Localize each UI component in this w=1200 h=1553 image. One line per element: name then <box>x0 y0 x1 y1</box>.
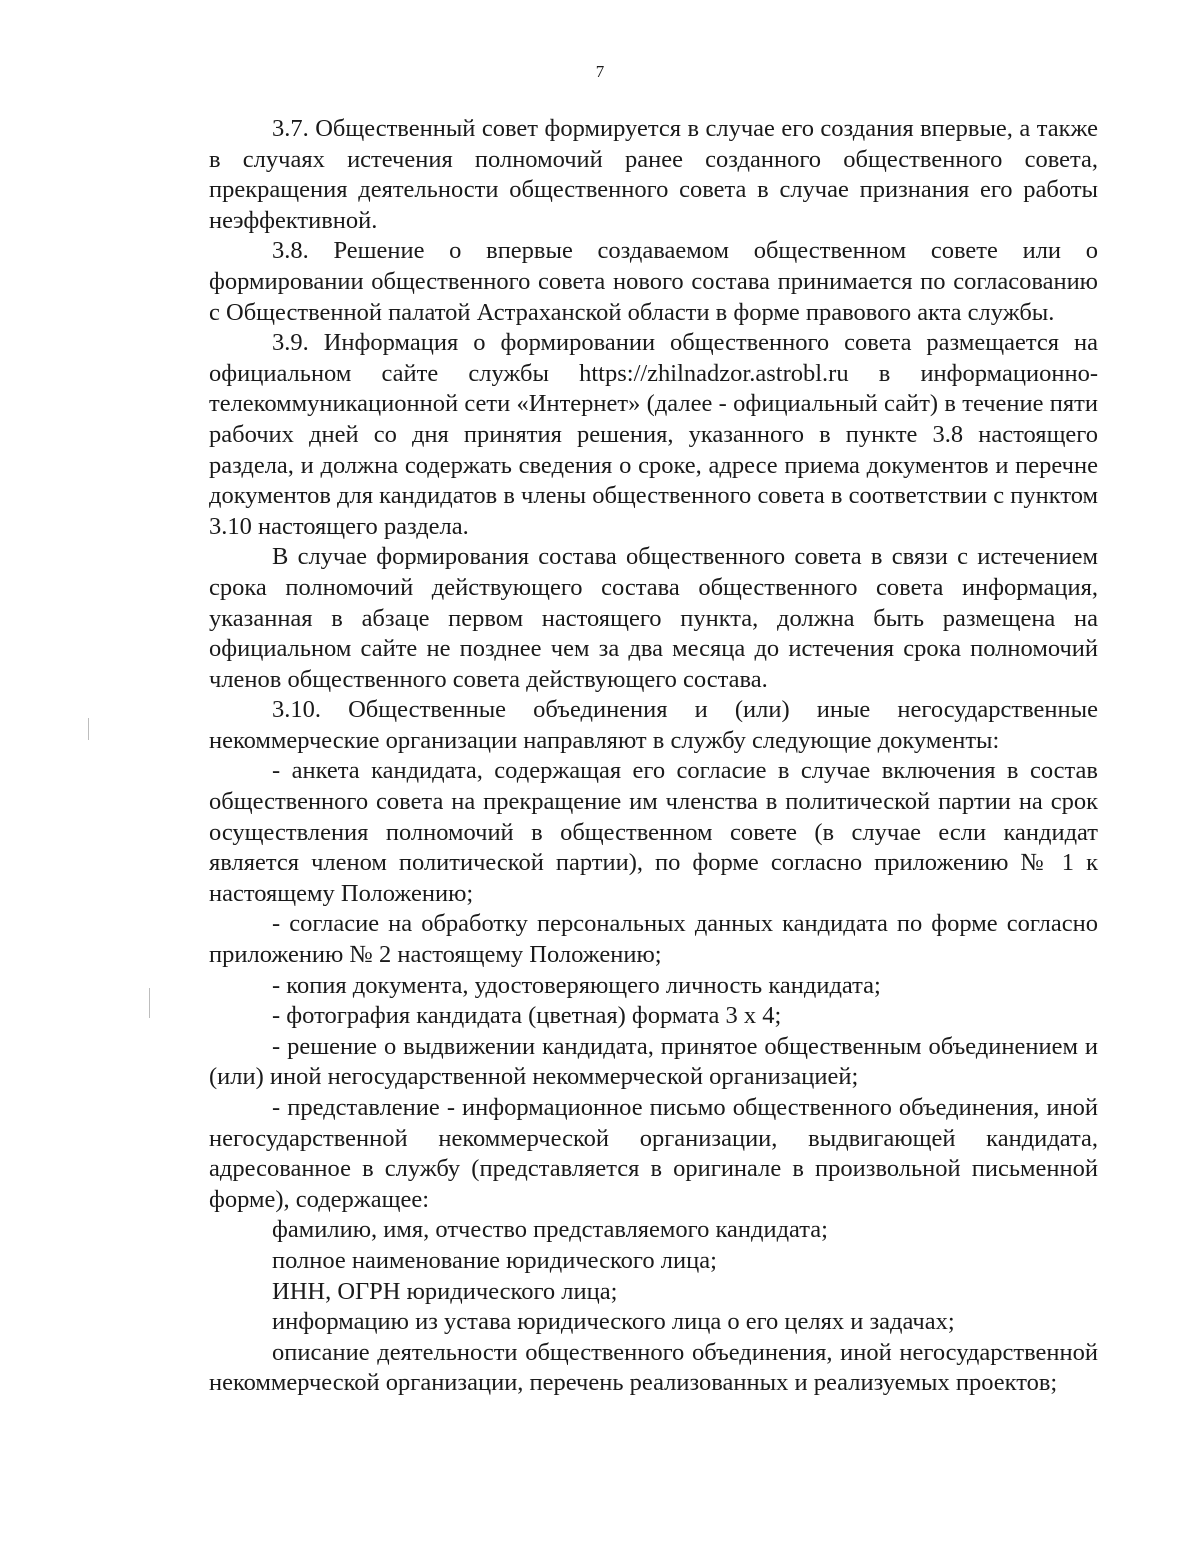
list-item-photo: - фотография кандидата (цветная) формата 3 х 4; <box>272 1002 782 1030</box>
paragraph-3-9-second: В случае формирования состава общественного совета в связи с истечением срока полномочий действующего состава общественного совета информация, указанная в абзаце первом настоящего пункта, должна быть размещена на официальном сайте не позднее чем за два месяца до истечения срока полномочий членов общественного совета действующего состава. <box>209 543 1098 693</box>
letter-content-charter-info: информацию из устава юридического лица о его целях и задачах; <box>272 1308 955 1336</box>
letter-content-inn-ogrn: ИНН, ОГРН юридического лица; <box>272 1277 618 1305</box>
list-item-nomination-decision: - решение о выдвижении кандидата, принятое общественным объединением и (или) иной негосударственной некоммерческой организацией; <box>209 1032 1098 1091</box>
list-item-questionnaire: - анкета кандидата, содержащая его согласие в случае включения в состав общественного совета на прекращение им членства в политической партии на срок осуществления полномочий в общественном совете (в случае если кандидат является членом политической партии), по форме согласно приложению № 1 к настоящему Положению; <box>209 757 1098 907</box>
list-item-representation-letter: - представление - информационное письмо общественного объединения, иной негосударственной некоммерческой организации, выдвигающей кандидата, адресованное в службу (представляется в оригинале в произвольной письменной форме), содержащее: <box>209 1094 1098 1213</box>
scan-artifact-mark <box>149 988 150 1018</box>
letter-content-full-name: фамилию, имя, отчество представляемого кандидата; <box>272 1216 828 1244</box>
paragraph-3-7: 3.7. Общественный совет формируется в случае его создания впервые, а также в случаях истечения полномочий ранее созданного общественного совета, прекращения деятельности общественного совета в случае признания его работы неэффективной. <box>209 115 1098 234</box>
page-number: 7 <box>595 62 605 81</box>
paragraph-3-8: 3.8. Решение о впервые создаваемом общественном совете или о формировании общественного совета нового состава принимается по согласованию с Общественной палатой Астраханской области в форме правового акта службы. <box>209 237 1098 326</box>
document-body <box>209 114 1098 1399</box>
scan-artifact-mark <box>88 718 89 740</box>
paragraph-3-9: 3.9. Информация о формировании общественного совета размещается на официальном сайте службы https://zhilnadzor.astrobl.ru в информационно-телекоммуникационной сети «Интернет» (далее - официальный сайт) в течение пяти рабочих дней со дня принятия решения, указанного в пункте 3.8 настоящего раздела, и должна содержать сведения о сроке, адресе приема документов и перечне документов для кандидатов в члены общественного совета в соответствии с пунктом 3.10 настоящего раздела. <box>209 329 1098 540</box>
paragraph-3-10: 3.10. Общественные объединения и (или) иные негосударственные некоммерческие организации направляют в службу следующие документы: <box>209 696 1098 754</box>
list-item-consent: - согласие на обработку персональных данных кандидата по форме согласно приложению № 2 настоящему Положению; <box>209 910 1098 969</box>
letter-content-entity-name: полное наименование юридического лица; <box>272 1246 717 1274</box>
list-item-id-copy: - копия документа, удостоверяющего личность кандидата; <box>272 971 881 999</box>
letter-content-activity-description: описание деятельности общественного объединения, иной негосударственной некоммерческой организации, перечень реализованных и реализуемых проектов; <box>209 1338 1098 1397</box>
